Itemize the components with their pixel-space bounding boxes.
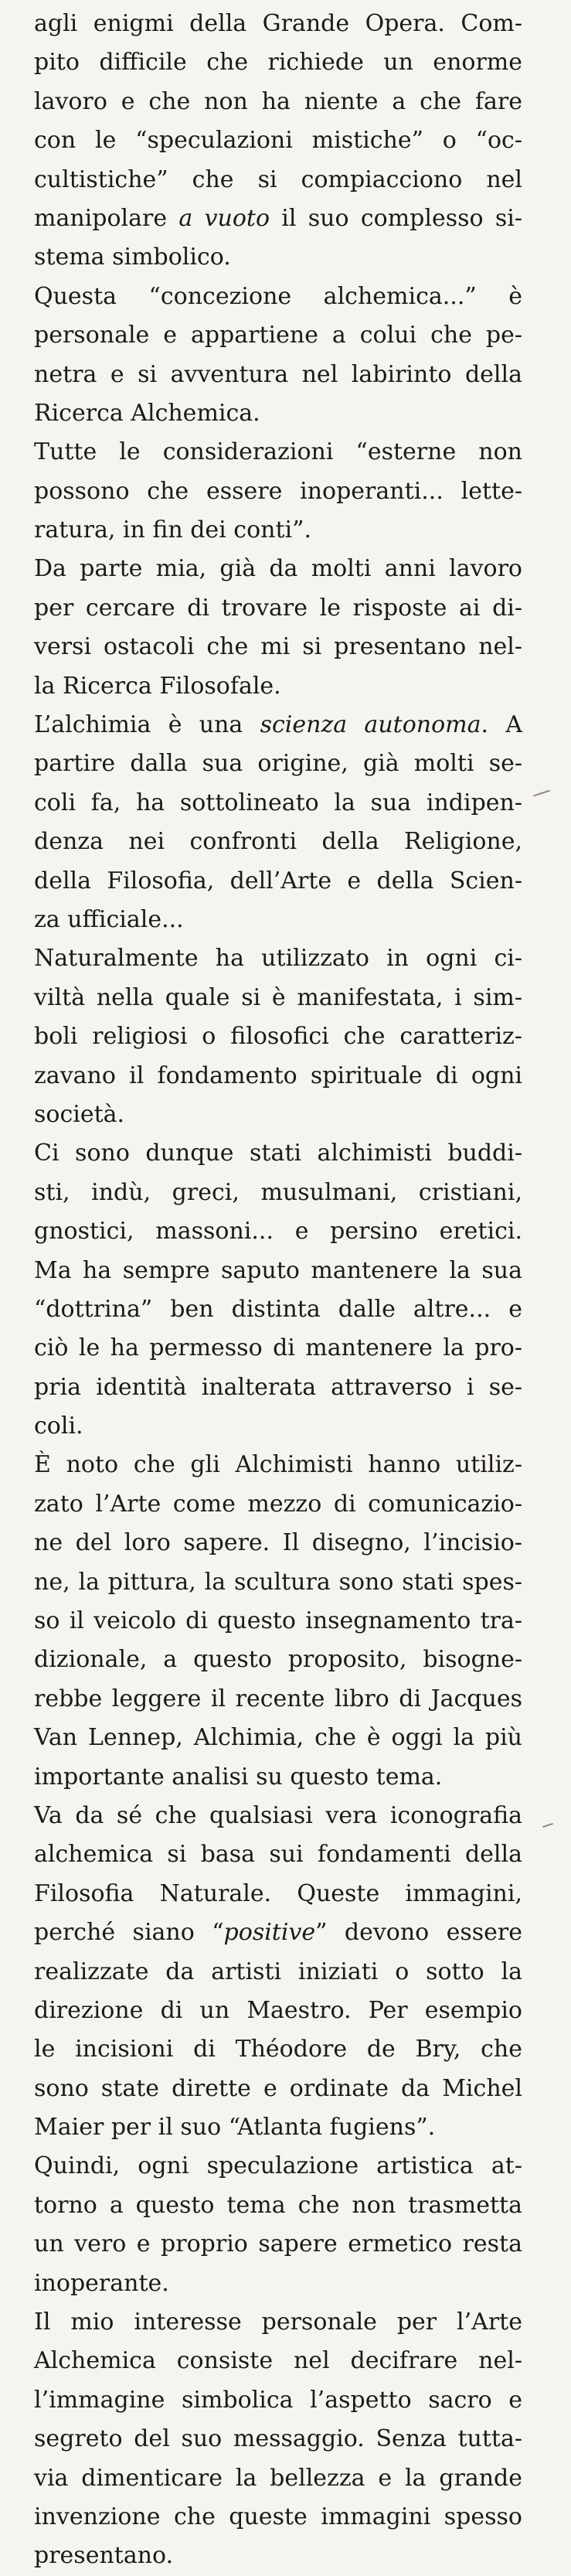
text-line: Naturalmente ha utilizzato in ogni ci- xyxy=(34,945,522,973)
margin-mark xyxy=(542,1823,553,1828)
text-line: cultistiche” che si compiacciono nel xyxy=(34,165,522,193)
text-line: agli enigmi della Grande Opera. Com- xyxy=(34,10,522,37)
text-line: rebbe leggere il recente libro di Jacques xyxy=(34,1685,522,1712)
text-line: un vero e proprio sapere ermetico resta xyxy=(34,2230,522,2258)
text-line: pito difficile che richiede un enorme xyxy=(34,49,522,77)
text-line: Van Lennep, Alchimia, che è oggi la più xyxy=(34,1724,522,1752)
paragraph xyxy=(34,1797,522,2148)
text-line: realizzate da artisti iniziati o sotto la xyxy=(34,1958,522,1985)
text-line: za ufficiale... xyxy=(34,905,184,933)
text-line: ne, la pittura, la scultura sono stati spes- xyxy=(34,1568,522,1596)
text-line: sti, indù, greci, musulmani, cristiani, xyxy=(34,1178,522,1206)
text-line: invenzione che queste immagini spesso xyxy=(34,2503,522,2530)
paragraph xyxy=(34,939,522,1134)
text-line: coli. xyxy=(34,1412,83,1440)
text-line: netra e si avventura nel labirinto della xyxy=(34,360,522,388)
italic-text: positive xyxy=(223,1919,316,1947)
text-line: pria identità inalterata attraverso i se- xyxy=(34,1373,522,1401)
text-line: L’alchimia è una scienza autonoma. A xyxy=(34,711,522,739)
text-line: denza nei confronti della Religione, xyxy=(34,828,522,856)
text-line: versi ostacoli che mi si presentano nel- xyxy=(34,633,522,661)
text-line: Questa “concezione alchemica...” è xyxy=(34,282,522,310)
text-line: manipolare a vuoto il suo complesso si- xyxy=(34,204,522,232)
paragraph xyxy=(34,2147,522,2303)
paragraph xyxy=(34,550,522,706)
text-line: Ricerca Alchemica. xyxy=(34,399,260,427)
text-line: presentano. xyxy=(34,2542,174,2570)
paragraph xyxy=(34,2303,522,2576)
paragraph xyxy=(34,433,522,550)
text-line: viltà nella quale si è manifestata, i sim- xyxy=(34,983,522,1011)
text-line: possono che essere inoperanti... lette- xyxy=(34,477,522,505)
text-line: Il mio interesse personale per l’Arte xyxy=(34,2309,522,2336)
text-line: boli religiosi o filosofici che caratteriz- xyxy=(34,1023,522,1051)
text-line: Va da sé che qualsiasi vera iconografia xyxy=(34,1801,522,1829)
text-line: ne del loro sapere. Il disegno, l’incisio- xyxy=(34,1529,522,1557)
text-line: della Filosofia, dell’Arte e della Scien- xyxy=(34,867,522,894)
text-line: Tutte le considerazioni “esterne non xyxy=(34,438,522,466)
italic-text: a vuoto xyxy=(178,204,270,232)
paragraph xyxy=(34,278,522,434)
text-line: le incisioni di Théodore de Bry, che xyxy=(34,2036,522,2063)
text-line: “dottrina” ben distinta dalle altre... e xyxy=(34,1295,522,1323)
paragraph xyxy=(34,5,522,278)
text-line: so il veicolo di questo insegnamento tra- xyxy=(34,1607,522,1635)
text-line: personale e appartiene a colui che pe- xyxy=(34,322,522,349)
text-line: perché siano “positive” devono essere xyxy=(34,1919,523,1947)
text-line: Filosofia Naturale. Queste immagini, xyxy=(34,1879,522,1907)
text-line: società. xyxy=(34,1100,125,1128)
text-line: ciò le ha permesso di mantenere la pro- xyxy=(34,1334,522,1362)
text-line: È noto che gli Alchimisti hanno utiliz- xyxy=(34,1451,522,1479)
text-line: importante analisi su questo tema. xyxy=(34,1763,443,1791)
text-line: segreto del suo messaggio. Senza tutta- xyxy=(34,2425,522,2453)
text-line: Ma ha sempre saputo mantenere la sua xyxy=(34,1256,522,1284)
text-line: Maier per il suo “Atlanta fugiens”. xyxy=(34,2114,436,2142)
text-line: stema simbolico. xyxy=(34,244,231,271)
text-line: gnostici, massoni... e persino eretici. xyxy=(34,1218,522,1245)
text-line: coli fa, ha sottolineato la sua indipen- xyxy=(34,789,522,816)
text-line: dizionale, a questo proposito, bisogne- xyxy=(34,1646,522,1674)
text-line: per cercare di trovare le risposte ai di- xyxy=(34,594,522,622)
text-line: Ci sono dunque stati alchimisti buddi- xyxy=(34,1140,522,1167)
text-line: Quindi, ogni speculazione artistica at- xyxy=(34,2152,522,2180)
text-line: la Ricerca Filosofale. xyxy=(34,672,281,700)
text-column xyxy=(34,5,522,2576)
text-line: zato l’Arte come mezzo di comunicazio- xyxy=(34,1490,522,1518)
text-line: partire dalla sua origine, già molti se- xyxy=(34,750,522,778)
paragraph xyxy=(34,706,522,939)
text-line: torno a questo tema che non trasmetta xyxy=(34,2191,522,2219)
text-line: l’immagine simbolica l’aspetto sacro e xyxy=(34,2386,522,2414)
paragraph xyxy=(34,1134,522,1446)
text-line: con le “speculazioni mistiche” o “oc- xyxy=(34,127,522,155)
text-line: via dimenticare la bellezza e la grande xyxy=(34,2464,522,2492)
italic-text: scienza autonoma xyxy=(260,711,481,739)
text-line: Alchemica consiste nel decifrare nel- xyxy=(34,2347,522,2375)
text-line: alchemica si basa sui fondamenti della xyxy=(34,1841,522,1869)
text-line: direzione di un Maestro. Per esempio xyxy=(34,1996,522,2024)
text-line: lavoro e che non ha niente a che fare xyxy=(34,87,522,115)
paragraph xyxy=(34,1446,522,1797)
text-line: zavano il fondamento spirituale di ogni xyxy=(34,1061,522,1089)
margin-mark xyxy=(533,790,550,797)
text-line: sono state dirette e ordinate da Michel xyxy=(34,2074,522,2102)
text-line: ratura, in fin dei conti”. xyxy=(34,516,312,544)
text-line: inoperante. xyxy=(34,2269,169,2297)
text-line: Da parte mia, già da molti anni lavoro xyxy=(34,555,522,583)
